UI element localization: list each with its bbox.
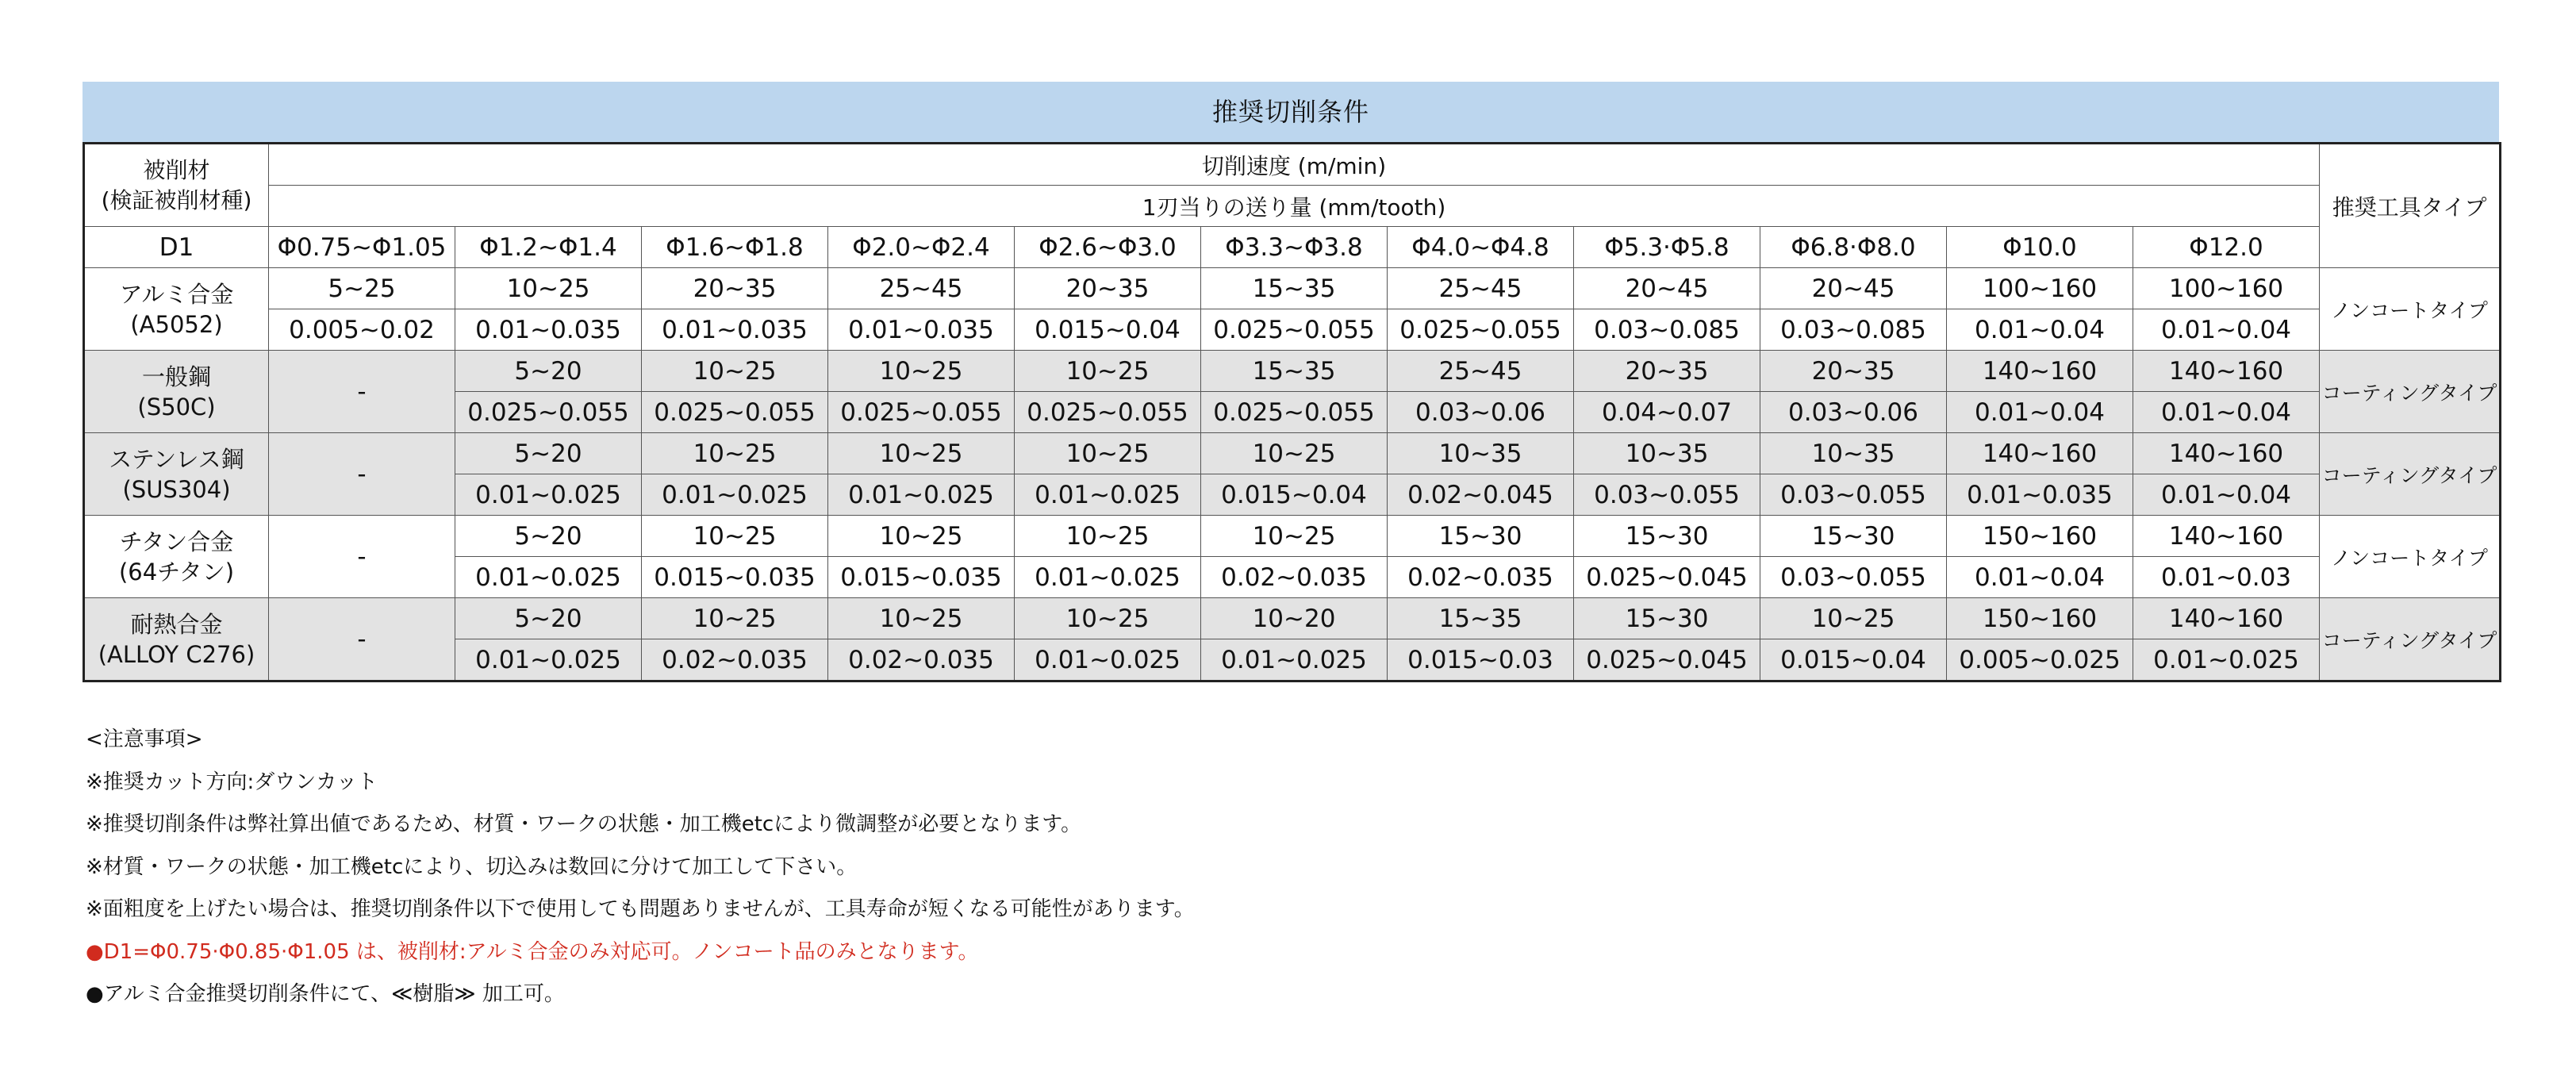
speed-value-cell: 10~25 [1201, 433, 1388, 474]
speed-value-cell: 140~160 [1947, 351, 2133, 392]
material-name-line: (A5052) [130, 310, 223, 338]
diameter-header-cell: Φ4.0~Φ4.8 [1388, 227, 1574, 268]
feed-value-cell: 0.025~0.055 [1201, 309, 1388, 351]
diameter-header-cell: Φ0.75~Φ1.05 [269, 227, 455, 268]
speed-value-cell: 100~160 [1947, 268, 2133, 309]
material-name-line: ステンレス鋼 [109, 445, 244, 473]
feed-value-cell: 0.01~0.04 [2133, 474, 2320, 516]
material-header: 被削材 (検証被削材種) [84, 144, 269, 227]
speed-value-cell: 25~45 [828, 268, 1015, 309]
feed-value-cell: 0.025~0.055 [1388, 309, 1574, 351]
feed-value-cell: 0.01~0.025 [1201, 639, 1388, 681]
feed-value-cell: 0.03~0.055 [1760, 474, 1947, 516]
not-applicable-cell: - [269, 598, 455, 681]
speed-value-cell: 15~35 [1201, 351, 1388, 392]
diameter-header-cell: Φ1.6~Φ1.8 [642, 227, 828, 268]
d1-label: D1 [84, 227, 269, 268]
cutting-conditions-table [83, 142, 2501, 682]
notes-section [86, 719, 1195, 1016]
not-applicable-cell: - [269, 516, 455, 598]
not-applicable-cell: - [269, 433, 455, 516]
feed-value-cell: 0.015~0.04 [1201, 474, 1388, 516]
speed-value-cell: 140~160 [1947, 433, 2133, 474]
speed-value-cell: 10~25 [828, 433, 1015, 474]
diameter-header-cell: Φ10.0 [1947, 227, 2133, 268]
material-cell [84, 433, 269, 516]
speed-row [84, 433, 2501, 474]
feed-value-cell: 0.01~0.025 [642, 474, 828, 516]
material-cell [84, 351, 269, 433]
feed-value-cell: 0.04~0.07 [1574, 392, 1760, 433]
feed-value-cell: 0.01~0.025 [1015, 557, 1201, 598]
speed-value-cell: 10~35 [1574, 433, 1760, 474]
material-name-line: アルミ合金 [119, 280, 234, 308]
feed-value-cell: 0.02~0.035 [642, 639, 828, 681]
speed-value-cell: 15~30 [1760, 516, 1947, 557]
feed-value-cell: 0.01~0.04 [2133, 309, 2320, 351]
feed-value-cell: 0.01~0.025 [1015, 474, 1201, 516]
note-line: ※材質・ワークの状態・加工機etcにより、切込みは数回に分けて加工して下さい。 [86, 854, 858, 879]
feed-value-cell: 0.025~0.055 [828, 392, 1015, 433]
feed-value-cell: 0.025~0.055 [1015, 392, 1201, 433]
speed-value-cell: 10~35 [1760, 433, 1947, 474]
feed-value-cell: 0.03~0.055 [1574, 474, 1760, 516]
feed-value-cell: 0.03~0.085 [1760, 309, 1947, 351]
note-line: ※推奨カット方向:ダウンカット [86, 770, 378, 794]
material-name-line: (64チタン) [118, 558, 235, 585]
feed-value-cell: 0.015~0.035 [828, 557, 1015, 598]
feed-value-cell: 0.01~0.035 [828, 309, 1015, 351]
speed-value-cell: 10~25 [1015, 351, 1201, 392]
speed-value-cell: 10~35 [1388, 433, 1574, 474]
speed-value-cell: 150~160 [1947, 516, 2133, 557]
feed-value-cell: 0.025~0.045 [1574, 639, 1760, 681]
feed-value-cell: 0.01~0.025 [455, 474, 642, 516]
feed-value-cell: 0.02~0.035 [828, 639, 1015, 681]
feed-value-cell: 0.005~0.025 [1947, 639, 2133, 681]
speed-value-cell: 10~25 [642, 433, 828, 474]
tool-type-cell: ノンコートタイプ [2320, 268, 2501, 351]
speed-value-cell: 140~160 [2133, 516, 2320, 557]
header-row-speed [84, 144, 2501, 186]
note-line: ※面粗度を上げたい場合は、推奨切削条件以下で使用しても問題ありませんが、工具寿命が短くなる可能性があります。 [86, 897, 1195, 921]
material-cell [84, 516, 269, 598]
feed-value-cell: 0.025~0.045 [1574, 557, 1760, 598]
material-name-line: (S50C) [137, 393, 216, 420]
speed-value-cell: 140~160 [2133, 433, 2320, 474]
feed-value-cell: 0.01~0.03 [2133, 557, 2320, 598]
feed-value-cell: 0.01~0.025 [2133, 639, 2320, 681]
speed-row [84, 598, 2501, 639]
speed-value-cell: 5~20 [455, 433, 642, 474]
feed-row [84, 309, 2501, 351]
note-line: ※推奨切削条件は弊社算出値であるため、材質・ワークの状態・加工機etcにより微調整が必要となります。 [86, 812, 1082, 836]
material-name-line: (SUS304) [122, 475, 231, 503]
tool-type-cell: コーティングタイプ [2320, 598, 2501, 681]
speed-value-cell: 15~30 [1388, 516, 1574, 557]
note-line: <注意事項> [86, 728, 203, 751]
feed-value-cell: 0.01~0.035 [642, 309, 828, 351]
material-name-line: チタン合金 [119, 528, 234, 555]
feed-value-cell: 0.015~0.04 [1015, 309, 1201, 351]
speed-row [84, 516, 2501, 557]
speed-value-cell: 5~20 [455, 598, 642, 639]
feed-value-cell: 0.02~0.045 [1388, 474, 1574, 516]
speed-value-cell: 10~25 [828, 598, 1015, 639]
speed-value-cell: 15~35 [1201, 268, 1388, 309]
feed-value-cell: 0.01~0.04 [2133, 392, 2320, 433]
diameter-header-cell: Φ12.0 [2133, 227, 2320, 268]
speed-value-cell: 20~35 [1015, 268, 1201, 309]
speed-value-cell: 140~160 [2133, 351, 2320, 392]
speed-value-cell: 10~25 [455, 268, 642, 309]
feed-value-cell: 0.005~0.02 [269, 309, 455, 351]
speed-value-cell: 10~25 [1015, 516, 1201, 557]
tool-type-cell: ノンコートタイプ [2320, 516, 2501, 598]
feed-value-cell: 0.015~0.03 [1388, 639, 1574, 681]
diameter-header-cell: Φ6.8·Φ8.0 [1760, 227, 1947, 268]
speed-value-cell: 5~20 [455, 516, 642, 557]
feed-value-cell: 0.015~0.04 [1760, 639, 1947, 681]
speed-value-cell: 100~160 [2133, 268, 2320, 309]
table-title: 推奨切削条件 [83, 82, 2499, 142]
header-row-feed [84, 186, 2501, 227]
note-line-highlight: ●D1=Φ0.75·Φ0.85·Φ1.05 は、被削材:アルミ合金のみ対応可。ノンコート品のみとなります。 [86, 939, 979, 964]
speed-row [84, 351, 2501, 392]
feed-value-cell: 0.01~0.025 [828, 474, 1015, 516]
material-name-line: 一般鋼 [141, 363, 211, 390]
tool-type-cell: コーティングタイプ [2320, 351, 2501, 433]
feed-value-cell: 0.015~0.035 [642, 557, 828, 598]
cutting-conditions-sheet [83, 82, 2499, 682]
speed-value-cell: 10~25 [642, 351, 828, 392]
not-applicable-cell: - [269, 351, 455, 433]
feed-value-cell: 0.02~0.035 [1388, 557, 1574, 598]
tool-type-cell: コーティングタイプ [2320, 433, 2501, 516]
speed-value-cell: 10~25 [1760, 598, 1947, 639]
speed-header: 切削速度 (m/min) [269, 144, 2320, 186]
speed-value-cell: 10~25 [1201, 516, 1388, 557]
speed-value-cell: 25~45 [1388, 268, 1574, 309]
speed-value-cell: 10~25 [642, 516, 828, 557]
feed-value-cell: 0.025~0.055 [642, 392, 828, 433]
feed-value-cell: 0.01~0.04 [1947, 309, 2133, 351]
speed-value-cell: 15~35 [1388, 598, 1574, 639]
material-cell [84, 268, 269, 351]
diameter-header-cell: Φ2.6~Φ3.0 [1015, 227, 1201, 268]
feed-header: 1刃当りの送り量 (mm/tooth) [269, 186, 2320, 227]
speed-value-cell: 15~30 [1574, 516, 1760, 557]
material-name-line: 耐熱合金 [130, 610, 223, 638]
tool-type-header: 推奨工具タイプ [2320, 144, 2501, 268]
speed-value-cell: 20~45 [1574, 268, 1760, 309]
feed-value-cell: 0.01~0.035 [455, 309, 642, 351]
diameter-header-cell: Φ1.2~Φ1.4 [455, 227, 642, 268]
feed-value-cell: 0.01~0.025 [455, 557, 642, 598]
speed-value-cell: 20~35 [1760, 351, 1947, 392]
speed-value-cell: 20~35 [642, 268, 828, 309]
diameter-header-cell: Φ2.0~Φ2.4 [828, 227, 1015, 268]
feed-value-cell: 0.01~0.04 [1947, 392, 2133, 433]
feed-value-cell: 0.03~0.085 [1574, 309, 1760, 351]
feed-value-cell: 0.02~0.035 [1201, 557, 1388, 598]
material-cell [84, 598, 269, 681]
header-row-diameter [84, 227, 2501, 268]
diameter-header-cell: Φ3.3~Φ3.8 [1201, 227, 1388, 268]
speed-value-cell: 5~25 [269, 268, 455, 309]
feed-value-cell: 0.01~0.035 [1947, 474, 2133, 516]
speed-value-cell: 140~160 [2133, 598, 2320, 639]
speed-value-cell: 10~25 [828, 351, 1015, 392]
feed-value-cell: 0.01~0.025 [455, 639, 642, 681]
speed-value-cell: 5~20 [455, 351, 642, 392]
speed-value-cell: 25~45 [1388, 351, 1574, 392]
note-line: ●アルミ合金推奨切削条件にて、≪樹脂≫ 加工可。 [86, 982, 565, 1006]
speed-value-cell: 15~30 [1574, 598, 1760, 639]
feed-value-cell: 0.01~0.025 [1015, 639, 1201, 681]
feed-value-cell: 0.03~0.055 [1760, 557, 1947, 598]
speed-value-cell: 20~35 [1574, 351, 1760, 392]
speed-value-cell: 10~25 [1015, 598, 1201, 639]
material-name-line: (ALLOY C276) [98, 640, 255, 668]
speed-value-cell: 10~25 [642, 598, 828, 639]
speed-value-cell: 10~20 [1201, 598, 1388, 639]
speed-value-cell: 20~45 [1760, 268, 1947, 309]
feed-value-cell: 0.03~0.06 [1760, 392, 1947, 433]
feed-value-cell: 0.025~0.055 [1201, 392, 1388, 433]
feed-value-cell: 0.01~0.04 [1947, 557, 2133, 598]
feed-value-cell: 0.03~0.06 [1388, 392, 1574, 433]
diameter-header-cell: Φ5.3·Φ5.8 [1574, 227, 1760, 268]
speed-value-cell: 150~160 [1947, 598, 2133, 639]
speed-row [84, 268, 2501, 309]
speed-value-cell: 10~25 [1015, 433, 1201, 474]
feed-value-cell: 0.025~0.055 [455, 392, 642, 433]
speed-value-cell: 10~25 [828, 516, 1015, 557]
